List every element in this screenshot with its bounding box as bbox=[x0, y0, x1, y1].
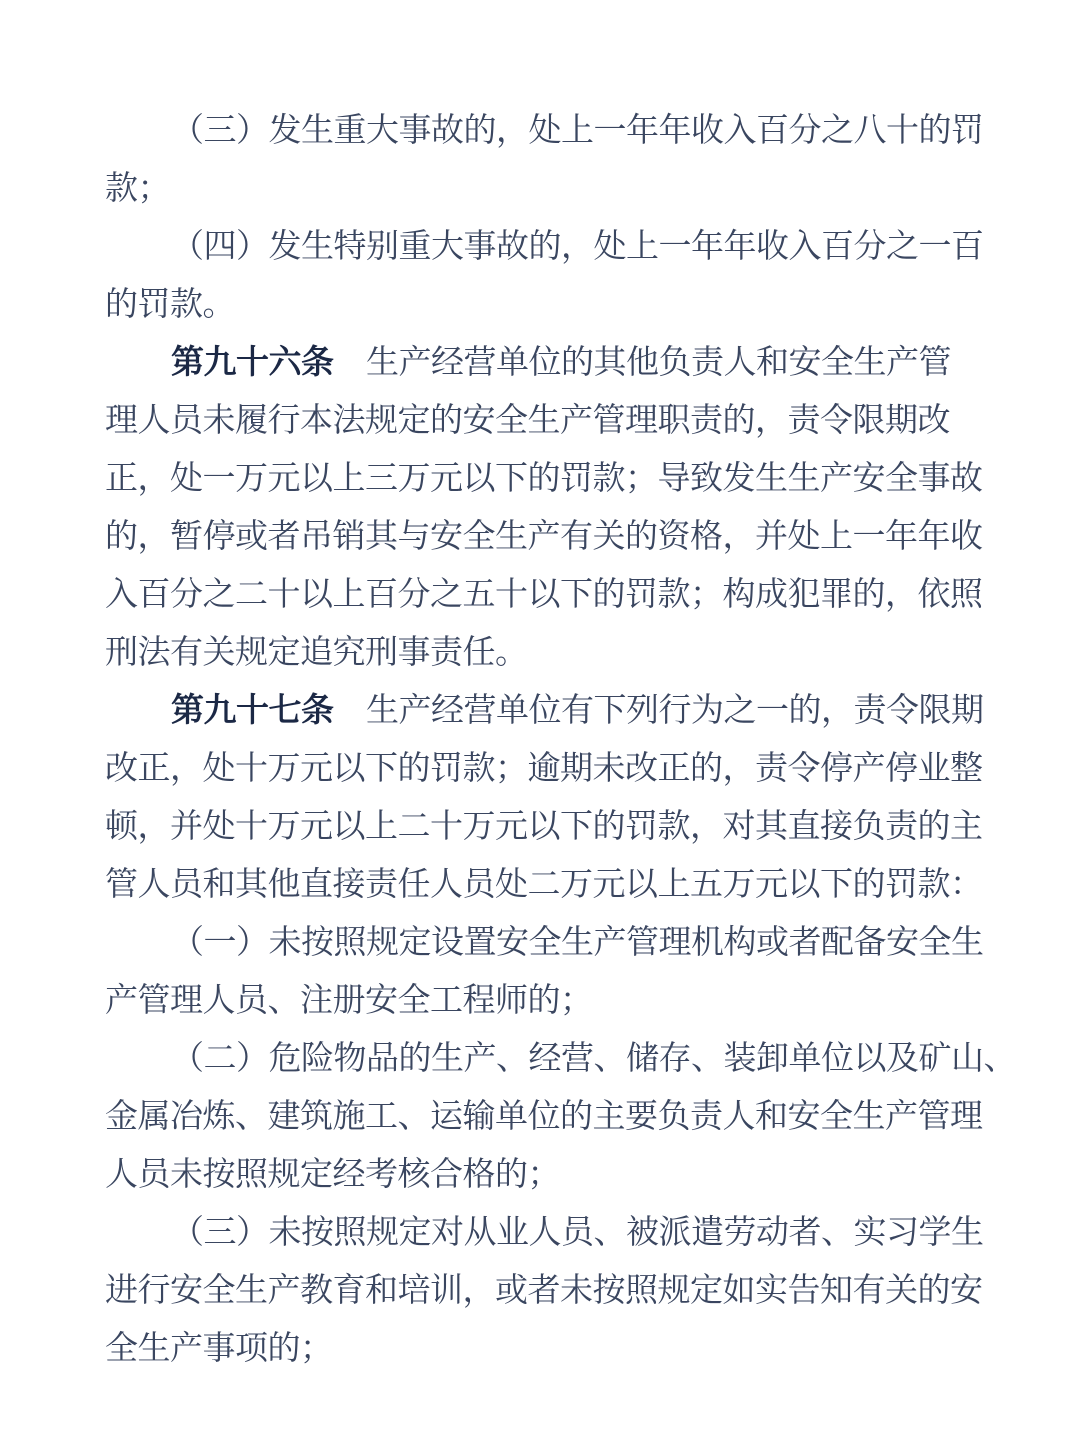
text-line bbox=[105, 682, 985, 740]
line-text: 金属冶炼、建筑施工、运输单位的主要负责人和安全生产管理 bbox=[105, 1099, 983, 1135]
line-text: 款； bbox=[105, 171, 170, 207]
line-text: （三）未按照规定对从业人员、被派遣劳动者、实习学生 bbox=[171, 1215, 984, 1251]
text-line bbox=[105, 450, 985, 508]
text-line bbox=[105, 914, 985, 972]
article-number: 第九十七条 bbox=[171, 693, 334, 729]
text-line bbox=[105, 160, 985, 218]
text-line bbox=[105, 624, 985, 682]
text-line bbox=[105, 566, 985, 624]
text-line bbox=[105, 1146, 985, 1204]
line-text: 理人员未履行本法规定的安全生产管理职责的，责令限期改 bbox=[105, 403, 950, 439]
article-number: 第九十六条 bbox=[171, 345, 334, 381]
line-text: （一）未按照规定设置安全生产管理机构或者配备安全生 bbox=[171, 925, 984, 961]
line-text: 顿，并处十万元以上二十万元以下的罚款，对其直接负责的主 bbox=[105, 809, 983, 845]
line-text: 生产经营单位有下列行为之一的，责令限期 bbox=[333, 693, 984, 729]
text-line bbox=[105, 1204, 985, 1262]
text-line bbox=[105, 1030, 1016, 1088]
line-text: 的，暂停或者吊销其与安全生产有关的资格，并处上一年年收 bbox=[105, 519, 983, 555]
text-line bbox=[105, 798, 985, 856]
text-line bbox=[105, 102, 985, 160]
line-text: （三）发生重大事故的，处上一年年收入百分之八十的罚 bbox=[171, 113, 984, 149]
text-line bbox=[105, 334, 985, 392]
line-text: 刑法有关规定追究刑事责任。 bbox=[105, 635, 528, 671]
line-text: 进行安全生产教育和培训，或者未按照规定如实告知有关的安 bbox=[105, 1273, 983, 1309]
text-lines-container bbox=[105, 102, 1016, 1378]
text-line bbox=[105, 856, 985, 914]
text-line bbox=[105, 1262, 985, 1320]
line-text: 产管理人员、注册安全工程师的； bbox=[105, 983, 593, 1019]
text-line bbox=[105, 972, 985, 1030]
line-text: 入百分之二十以上百分之五十以下的罚款；构成犯罪的，依照 bbox=[105, 577, 983, 613]
text-line bbox=[105, 508, 985, 566]
text-line bbox=[105, 1320, 985, 1378]
line-text: 的罚款。 bbox=[105, 287, 235, 323]
line-text: 人员未按照规定经考核合格的； bbox=[105, 1157, 560, 1193]
line-text: 正，处一万元以上三万元以下的罚款；导致发生生产安全事故 bbox=[105, 461, 983, 497]
line-text: 改正，处十万元以下的罚款；逾期未改正的，责令停产停业整 bbox=[105, 751, 983, 787]
text-line bbox=[105, 276, 985, 334]
line-text: （四）发生特别重大事故的，处上一年年收入百分之一百 bbox=[171, 229, 984, 265]
text-line bbox=[105, 1088, 985, 1146]
text-line bbox=[105, 740, 985, 798]
line-text: 生产经营单位的其他负责人和安全生产管 bbox=[333, 345, 951, 381]
text-line bbox=[105, 218, 985, 276]
line-text: （二）危险物品的生产、经营、储存、装卸单位以及矿山、 bbox=[171, 1041, 1016, 1077]
text-line bbox=[105, 392, 985, 450]
line-text: 全生产事项的； bbox=[105, 1331, 333, 1367]
line-text: 管人员和其他直接责任人员处二万元以上五万元以下的罚款： bbox=[105, 867, 983, 903]
